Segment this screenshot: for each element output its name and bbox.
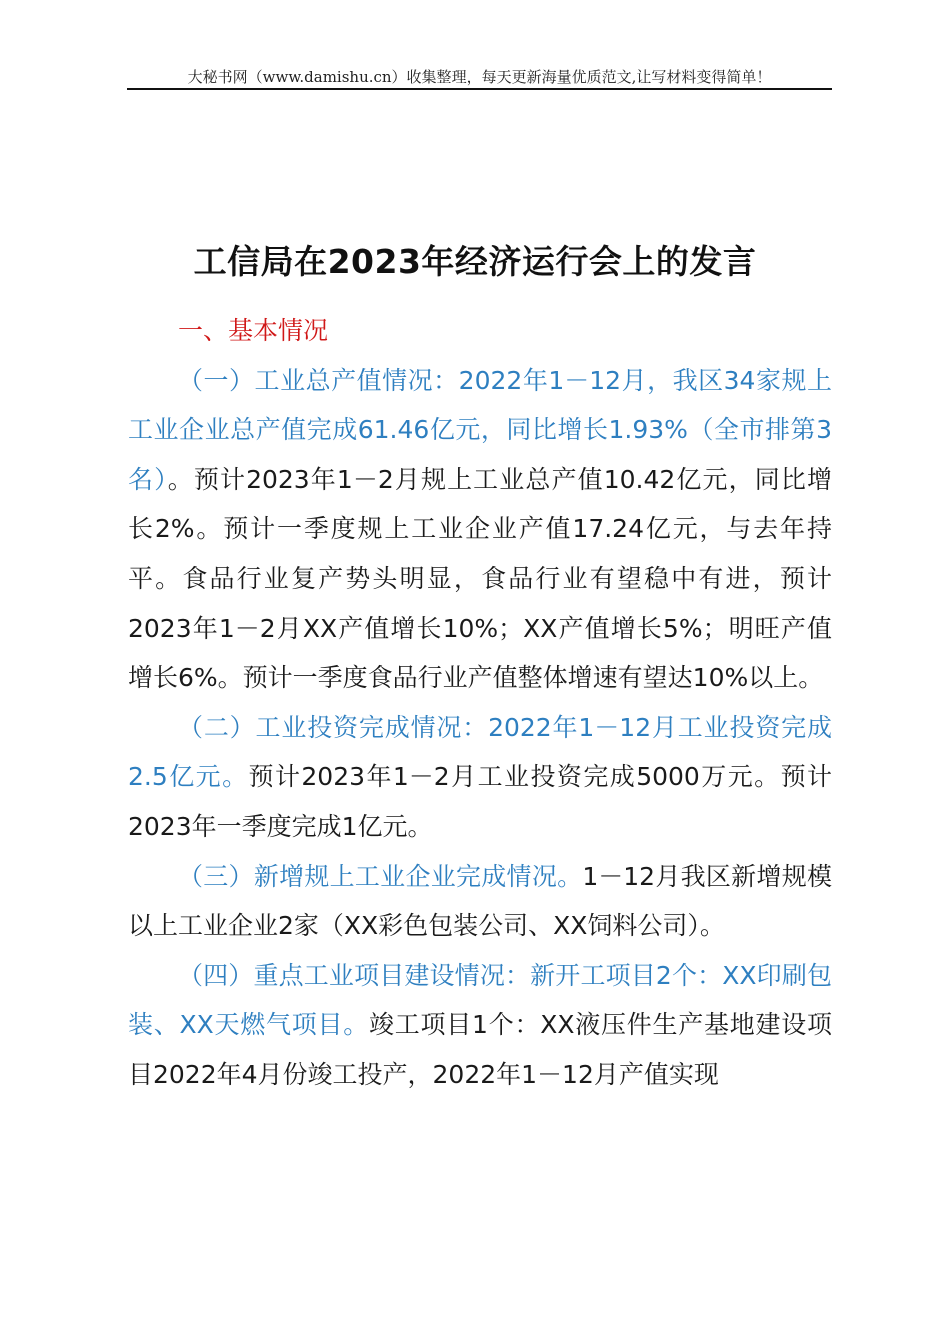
paragraph-industrial-investment: [128, 703, 832, 852]
paragraph-lead: （一）工业总产值情况：2022年1－12月，我区34家规上工业企业总产值完成61.46亿元，同比增长1.93%（全市排第3名）: [128, 365, 832, 494]
document-body: [128, 306, 832, 1100]
page-header: 大秘书网（www.damishu.cn）收集整理，每天更新海量优质范文,让写材料变得简单！: [127, 66, 832, 90]
paragraph-text: 预计2023年1－2月工业投资完成5000万元。预计2023年一季度完成1亿元。: [128, 762, 832, 841]
paragraph-new-enterprises: [128, 852, 832, 951]
paragraph-text: 1－12月我区新增规模以上工业企业2家（XX彩色包装公司、XX饲料公司）。: [128, 861, 832, 941]
paragraph-lead: （二）工业投资完成情况：2022年1－12月工业投资完成2.5亿元。: [128, 712, 832, 792]
paragraph-lead: （三）新增规上工业企业完成情况。: [178, 861, 583, 891]
section-heading: 一、基本情况: [178, 316, 329, 345]
paragraph-text: 竣工项目1个：XX液压件生产基地建设项目2022年4月份竣工投产，2022年1－12月产值实现: [128, 1010, 832, 1089]
document-title: 工信局在2023年经济运行会上的发言: [193, 242, 757, 282]
paragraph-key-projects: [128, 951, 832, 1100]
paragraph-lead: （四）重点工业项目建设情况：新开工项目2个：XX印刷包装、XX天燃气项目。: [128, 960, 832, 1040]
paragraph-industrial-output: [128, 356, 832, 703]
paragraph-text: 。预计2023年1－2月规上工业总产值10.42亿元，同比增长2%。预计一季度规上工业企业产值17.24亿元，与去年持平。食品行业复产势头明显，食品行业有望稳中有进，预计2023年1－2月XX产值增长10%；XX产值增长5%；明旺产值增长6%。预计一季度食品行业产值整体增速有望达10%以上。: [128, 464, 832, 693]
